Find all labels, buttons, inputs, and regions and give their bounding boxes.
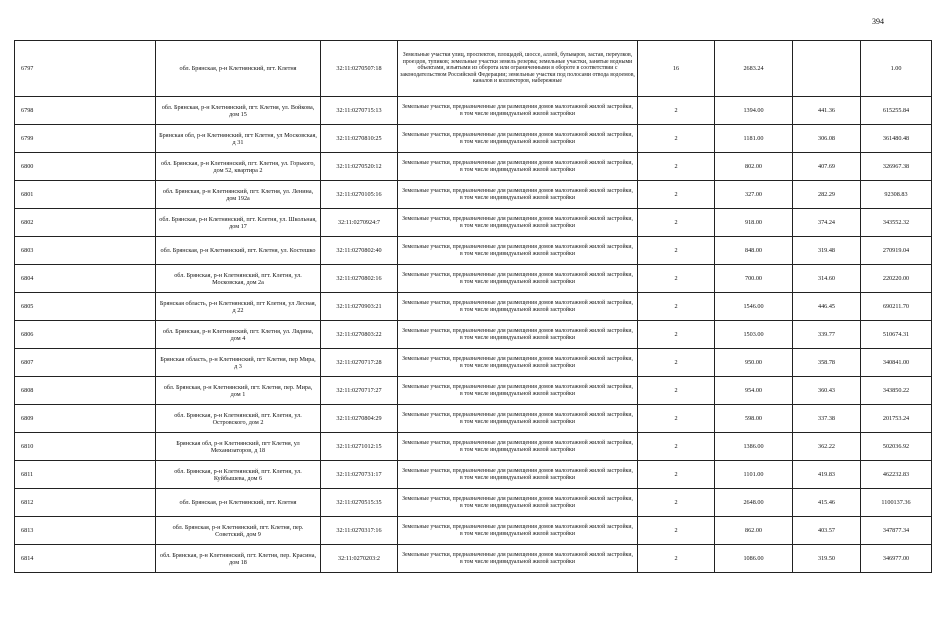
address-cell: обл. Брянская, р-н Клетнянский, пгт. Клетня, ул. Войкова, дом 15 (156, 97, 321, 125)
row-number-cell: 6798 (15, 97, 156, 125)
cadastral-number-cell: 32:11:0270515:35 (321, 489, 398, 517)
use-group-cell: 2 (638, 489, 715, 517)
area-cell: 700.00 (715, 265, 793, 293)
area-cell: 1394.00 (715, 97, 793, 125)
use-group-cell: 2 (638, 321, 715, 349)
cadastral-value-cell: 343552.32 (861, 209, 932, 237)
area-cell: 327.00 (715, 181, 793, 209)
table-row (15, 237, 932, 265)
area-cell: 1503.00 (715, 321, 793, 349)
cadastral-number-cell: 32:11:0270507:18 (321, 41, 398, 97)
row-number-cell: 6806 (15, 321, 156, 349)
cadastral-value-cell: 1100137.36 (861, 489, 932, 517)
land-use-cell: Земельные участки, предназначенные для размещения домов малоэтажной жилой застройки, в том числе индивидуальной жилой застройки (398, 405, 638, 433)
land-use-cell: Земельные участки, предназначенные для размещения домов малоэтажной жилой застройки, в том числе индивидуальной жилой застройки (398, 209, 638, 237)
cadastral-number-cell: 32:11:0270717:27 (321, 377, 398, 405)
land-use-cell: Земельные участки, предназначенные для размещения домов малоэтажной жилой застройки, в том числе индивидуальной жилой застройки (398, 293, 638, 321)
cadastral-value-cell: 690211.70 (861, 293, 932, 321)
table-row (15, 433, 932, 461)
use-group-cell: 2 (638, 405, 715, 433)
unit-value-cell: 374.24 (793, 209, 861, 237)
address-cell: Брянская обл, р-н Клетнянский, пгт Клетня, ул Механизаторов, д 18 (156, 433, 321, 461)
area-cell: 1386.00 (715, 433, 793, 461)
land-use-cell: Земельные участки, предназначенные для размещения домов малоэтажной жилой застройки, в том числе индивидуальной жилой застройки (398, 125, 638, 153)
area-cell: 954.00 (715, 377, 793, 405)
table-row (15, 377, 932, 405)
unit-value-cell: 403.57 (793, 517, 861, 545)
cadastral-number-cell: 32:11:0270924:7 (321, 209, 398, 237)
row-number-cell: 6814 (15, 545, 156, 573)
land-use-cell: Земельные участки улиц, проспектов, площадей, шоссе, аллей, бульваров, застав, переулков, проездов, тупиков; земельные участки земель резерва; земельные участки, занятые водными объектами, изъятыми из оборота или ограниченными в обороте в соответствии с законодательством Российской Федерации; земельные участки под полосами отвода водоемов, каналов и коллекторов, набережные (398, 41, 638, 97)
cadastral-value-cell: 615255.84 (861, 97, 932, 125)
land-use-cell: Земельные участки, предназначенные для размещения домов малоэтажной жилой застройки, в том числе индивидуальной жилой застройки (398, 545, 638, 573)
row-number-cell: 6808 (15, 377, 156, 405)
land-use-cell: Земельные участки, предназначенные для размещения домов малоэтажной жилой застройки, в том числе индивидуальной жилой застройки (398, 181, 638, 209)
area-cell: 2683.24 (715, 41, 793, 97)
unit-value-cell: 407.69 (793, 153, 861, 181)
unit-value-cell: 419.83 (793, 461, 861, 489)
address-cell: обл. Брянская, р-н Клетнянский, пгт. Клетня, ул. Лядина, дом 4 (156, 321, 321, 349)
land-use-cell: Земельные участки, предназначенные для размещения домов малоэтажной жилой застройки, в том числе индивидуальной жилой застройки (398, 461, 638, 489)
table-row (15, 153, 932, 181)
unit-value-cell: 319.48 (793, 237, 861, 265)
unit-value-cell: 319.50 (793, 545, 861, 573)
address-cell: обл. Брянская, р-н Клетнянский, пгт. Клетня, ул. Школьная, дом 17 (156, 209, 321, 237)
cadastral-number-cell: 32:11:0270804:29 (321, 405, 398, 433)
use-group-cell: 2 (638, 517, 715, 545)
page-number: 394 (872, 17, 884, 26)
address-cell: обл. Брянская, р-н Клетнянский, пгт. Клетня (156, 41, 321, 97)
row-number-cell: 6797 (15, 41, 156, 97)
use-group-cell: 2 (638, 545, 715, 573)
cadastral-number-cell: 32:11:0270105:16 (321, 181, 398, 209)
area-cell: 1181.00 (715, 125, 793, 153)
area-cell: 1546.00 (715, 293, 793, 321)
unit-value-cell: 314.60 (793, 265, 861, 293)
cadastral-number-cell: 32:11:0270520:12 (321, 153, 398, 181)
use-group-cell: 2 (638, 349, 715, 377)
unit-value-cell: 358.78 (793, 349, 861, 377)
table-row (15, 545, 932, 573)
land-use-cell: Земельные участки, предназначенные для размещения домов малоэтажной жилой застройки, в том числе индивидуальной жилой застройки (398, 377, 638, 405)
unit-value-cell: 282.29 (793, 181, 861, 209)
land-use-cell: Земельные участки, предназначенные для размещения домов малоэтажной жилой застройки, в том числе индивидуальной жилой застройки (398, 517, 638, 545)
table-row (15, 489, 932, 517)
row-number-cell: 6813 (15, 517, 156, 545)
address-cell: обл. Брянская, р-н Клетнянский, пгт. Клетня, ул. Куйбышева, дом 6 (156, 461, 321, 489)
row-number-cell: 6805 (15, 293, 156, 321)
address-cell: обл. Брянская, р-н Клетнянский, пгт. Клетня, пер. Советский, дом 9 (156, 517, 321, 545)
cadastral-value-cell: 340841.00 (861, 349, 932, 377)
address-cell: Брянская обл, р-н Клетнянский, пгт Клетня, ул Московская, д 31 (156, 125, 321, 153)
address-cell: Брянская область, р-н Клетнянский, пгт Клетня, ул Лесная, д 22 (156, 293, 321, 321)
land-use-cell: Земельные участки, предназначенные для размещения домов малоэтажной жилой застройки, в том числе индивидуальной жилой застройки (398, 153, 638, 181)
cadastral-number-cell: 32:11:0270802:40 (321, 237, 398, 265)
use-group-cell: 2 (638, 125, 715, 153)
row-number-cell: 6803 (15, 237, 156, 265)
address-cell: обл. Брянская, р-н Клетнянский, пгт. Клетня, ул. Ленина, дом 192а (156, 181, 321, 209)
cadastral-number-cell: 32:11:0270715:13 (321, 97, 398, 125)
cadastral-value-cell: 346977.00 (861, 545, 932, 573)
address-cell: обл. Брянская, р-н Клетнянский, пгт. Клетня, ул. Горького, дом 52, квартира 2 (156, 153, 321, 181)
address-cell: обл. Брянская, р-н Клетнянский, пгт. Клетня, ул. Островского, дом 2 (156, 405, 321, 433)
cadastral-value-cell: 502036.92 (861, 433, 932, 461)
land-use-cell: Земельные участки, предназначенные для размещения домов малоэтажной жилой застройки, в том числе индивидуальной жилой застройки (398, 349, 638, 377)
address-cell: обл. Брянская, р-н Клетнянский, пгт. Клетня, пер. Мира, дом 1 (156, 377, 321, 405)
cadastral-number-cell: 32:11:0271012:15 (321, 433, 398, 461)
use-group-cell: 2 (638, 293, 715, 321)
row-number-cell: 6810 (15, 433, 156, 461)
cadastral-value-table (14, 40, 932, 573)
address-cell: обл. Брянская, р-н Клетнянский, пгт. Клетня, пер. Красина, дом 18 (156, 545, 321, 573)
cadastral-value-cell: 201753.24 (861, 405, 932, 433)
use-group-cell: 16 (638, 41, 715, 97)
area-cell: 598.00 (715, 405, 793, 433)
table-row (15, 97, 932, 125)
cadastral-number-cell: 32:11:0270317:16 (321, 517, 398, 545)
use-group-cell: 2 (638, 461, 715, 489)
unit-value-cell: 337.38 (793, 405, 861, 433)
cadastral-value-cell: 510674.31 (861, 321, 932, 349)
row-number-cell: 6802 (15, 209, 156, 237)
use-group-cell: 2 (638, 237, 715, 265)
row-number-cell: 6812 (15, 489, 156, 517)
cadastral-value-cell: 347877.34 (861, 517, 932, 545)
use-group-cell: 2 (638, 181, 715, 209)
address-cell: обл. Брянская, р-н Клетнянский, пгт. Клетня, ул. Костешко (156, 237, 321, 265)
table-row (15, 349, 932, 377)
unit-value-cell: 339.77 (793, 321, 861, 349)
use-group-cell: 2 (638, 265, 715, 293)
area-cell: 950.00 (715, 349, 793, 377)
row-number-cell: 6807 (15, 349, 156, 377)
cadastral-number-cell: 32:11:0270903:21 (321, 293, 398, 321)
row-number-cell: 6809 (15, 405, 156, 433)
land-use-cell: Земельные участки, предназначенные для размещения домов малоэтажной жилой застройки, в том числе индивидуальной жилой застройки (398, 265, 638, 293)
table-row (15, 293, 932, 321)
cadastral-value-cell: 343850.22 (861, 377, 932, 405)
row-number-cell: 6811 (15, 461, 156, 489)
area-cell: 1086.00 (715, 545, 793, 573)
land-use-cell: Земельные участки, предназначенные для размещения домов малоэтажной жилой застройки, в том числе индивидуальной жилой застройки (398, 97, 638, 125)
cadastral-value-cell: 92308.83 (861, 181, 932, 209)
area-cell: 1101.00 (715, 461, 793, 489)
area-cell: 802.00 (715, 153, 793, 181)
table-row (15, 517, 932, 545)
unit-value-cell: 415.46 (793, 489, 861, 517)
unit-value-cell: 362.22 (793, 433, 861, 461)
cadastral-number-cell: 32:11:0270803:22 (321, 321, 398, 349)
row-number-cell: 6800 (15, 153, 156, 181)
use-group-cell: 2 (638, 97, 715, 125)
cadastral-number-cell: 32:11:0270203:2 (321, 545, 398, 573)
table-row (15, 181, 932, 209)
land-use-cell: Земельные участки, предназначенные для размещения домов малоэтажной жилой застройки, в том числе индивидуальной жилой застройки (398, 321, 638, 349)
cadastral-number-cell: 32:11:0270802:16 (321, 265, 398, 293)
table-row (15, 405, 932, 433)
table-row (15, 41, 932, 97)
cadastral-value-cell: 361480.48 (861, 125, 932, 153)
unit-value-cell (793, 41, 861, 97)
cadastral-number-cell: 32:11:0270810:25 (321, 125, 398, 153)
area-cell: 2648.00 (715, 489, 793, 517)
address-cell: обл. Брянская, р-н Клетнянский, пгт. Клетня, ул. Московская, дом 2а (156, 265, 321, 293)
table-row (15, 461, 932, 489)
cadastral-value-cell: 326967.38 (861, 153, 932, 181)
land-use-cell: Земельные участки, предназначенные для размещения домов малоэтажной жилой застройки, в том числе индивидуальной жилой застройки (398, 489, 638, 517)
row-number-cell: 6801 (15, 181, 156, 209)
unit-value-cell: 306.08 (793, 125, 861, 153)
use-group-cell: 2 (638, 153, 715, 181)
use-group-cell: 2 (638, 433, 715, 461)
area-cell: 862.00 (715, 517, 793, 545)
table-row (15, 265, 932, 293)
cadastral-value-cell: 270919.04 (861, 237, 932, 265)
land-use-cell: Земельные участки, предназначенные для размещения домов малоэтажной жилой застройки, в том числе индивидуальной жилой застройки (398, 237, 638, 265)
land-use-cell: Земельные участки, предназначенные для размещения домов малоэтажной жилой застройки, в том числе индивидуальной жилой застройки (398, 433, 638, 461)
cadastral-number-cell: 32:11:0270731:17 (321, 461, 398, 489)
table-row (15, 125, 932, 153)
unit-value-cell: 441.36 (793, 97, 861, 125)
table-row (15, 209, 932, 237)
address-cell: обл. Брянская, р-н Клетнянский, пгт. Клетня (156, 489, 321, 517)
table-body (15, 41, 932, 573)
address-cell: Брянская область, р-н Клетнянский, пгт Клетня, пер Мира, д 3 (156, 349, 321, 377)
cadastral-value-cell: 462232.83 (861, 461, 932, 489)
row-number-cell: 6799 (15, 125, 156, 153)
use-group-cell: 2 (638, 377, 715, 405)
table-row (15, 321, 932, 349)
area-cell: 848.00 (715, 237, 793, 265)
row-number-cell: 6804 (15, 265, 156, 293)
unit-value-cell: 360.43 (793, 377, 861, 405)
area-cell: 918.00 (715, 209, 793, 237)
cadastral-number-cell: 32:11:0270717:28 (321, 349, 398, 377)
cadastral-value-cell: 1.00 (861, 41, 932, 97)
use-group-cell: 2 (638, 209, 715, 237)
unit-value-cell: 446.45 (793, 293, 861, 321)
cadastral-value-cell: 220220.00 (861, 265, 932, 293)
